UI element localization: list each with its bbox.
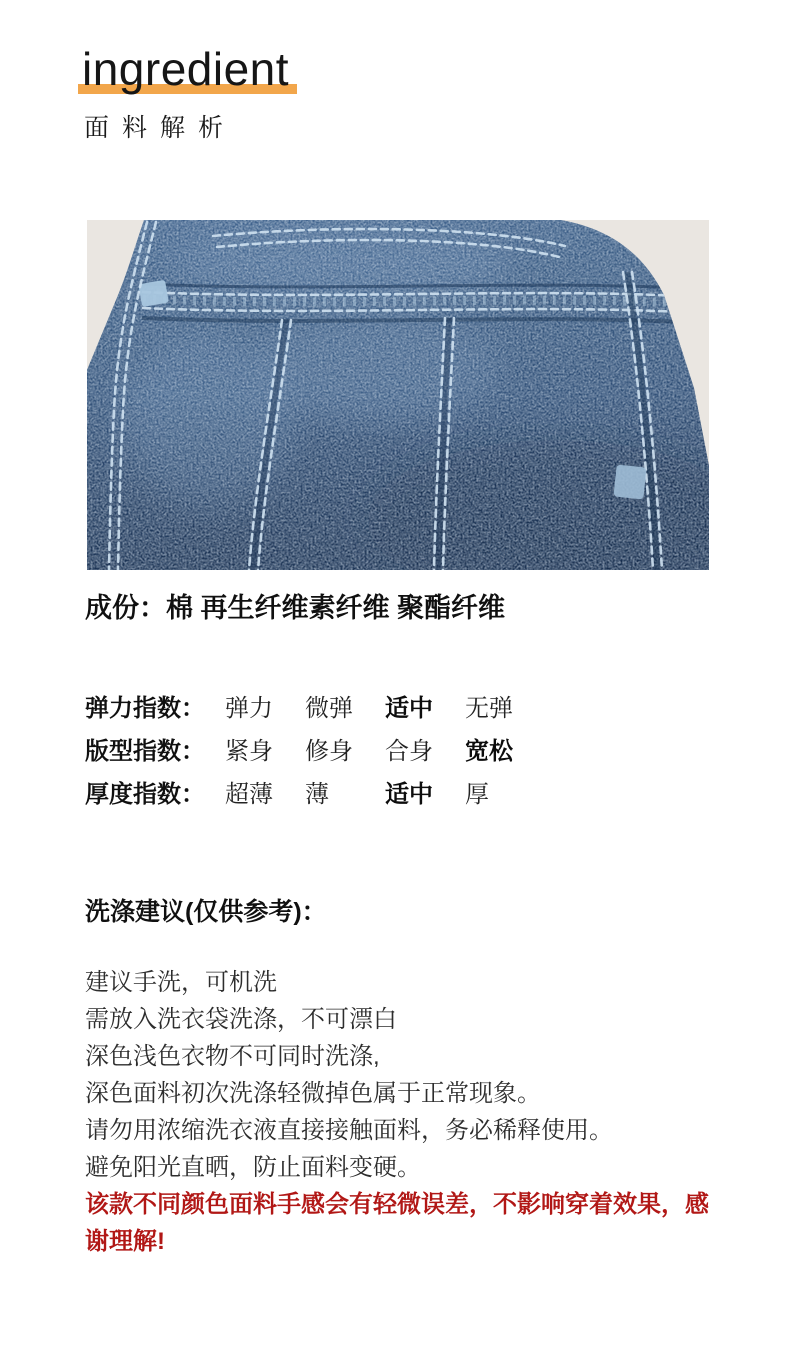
index-option-selected: 宽松 xyxy=(465,738,513,765)
washing-line: 建议手洗，可机洗 xyxy=(85,969,277,996)
index-option-selected: 适中 xyxy=(385,695,433,722)
index-row xyxy=(85,727,545,770)
fabric-photo xyxy=(87,220,709,570)
washing-line: 需放入洗衣袋洗涤，不可漂白 xyxy=(85,1006,397,1033)
composition-line: 成份：棉 再生纤维素纤维 聚酯纤维 xyxy=(85,593,506,623)
page-title-chinese: 面料解析 xyxy=(84,114,237,142)
index-option: 弹力 xyxy=(225,695,273,722)
washing-line: 深色浅色衣物不可同时洗涤, xyxy=(85,1043,380,1070)
index-row-label: 弹力指数： xyxy=(85,695,205,722)
index-row-label: 厚度指数： xyxy=(85,781,205,808)
washing-lines xyxy=(85,964,717,1186)
washing-line: 请勿用浓缩洗衣液直接接触面料，务必稀释使用。 xyxy=(85,1117,613,1144)
index-row xyxy=(85,770,545,813)
washing-advice-title: 洗涤建议(仅供参考)： xyxy=(85,898,327,926)
denim-photo-illustration xyxy=(87,220,709,570)
index-option: 薄 xyxy=(305,781,329,808)
index-option-selected: 适中 xyxy=(385,781,433,808)
index-row xyxy=(85,684,545,727)
index-row-label: 版型指数： xyxy=(85,738,205,765)
fabric-index-table xyxy=(85,684,545,813)
color-difference-notice: 该款不同颜色面料手感会有轻微误差，不影响穿着效果，感谢理解! xyxy=(85,1191,709,1255)
washing-instructions xyxy=(85,964,717,1260)
index-option: 超薄 xyxy=(225,781,273,808)
index-option: 紧身 xyxy=(225,738,273,765)
index-option: 合身 xyxy=(385,738,433,765)
page-title-underline: ingredient xyxy=(82,43,290,95)
page-title-english xyxy=(82,44,289,94)
index-option: 厚 xyxy=(465,781,489,808)
washing-line: 深色面料初次洗涤轻微掉色属于正常现象。 xyxy=(85,1080,541,1107)
washing-line: 避免阳光直晒，防止面料变硬。 xyxy=(85,1154,421,1181)
index-option: 无弹 xyxy=(465,695,513,722)
index-option: 修身 xyxy=(305,738,353,765)
index-option: 微弹 xyxy=(305,695,353,722)
